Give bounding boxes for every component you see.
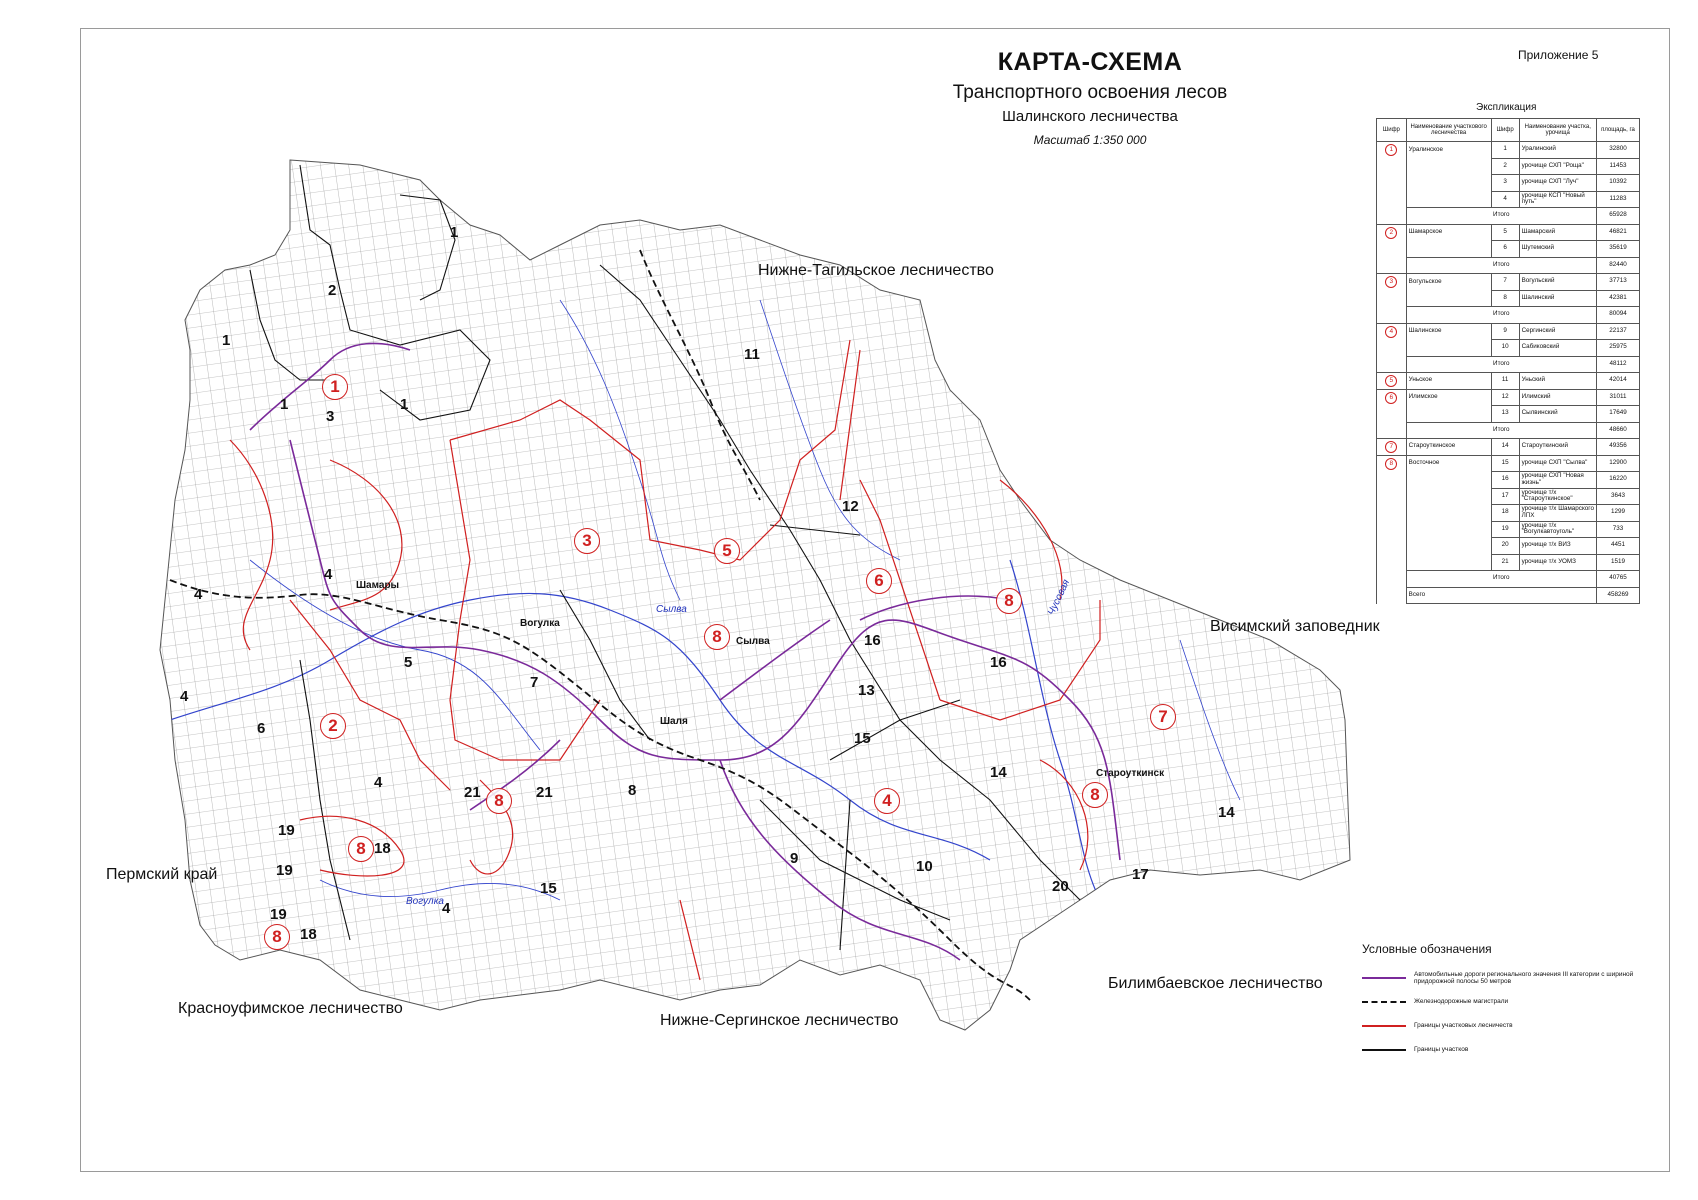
code-cell bbox=[1377, 142, 1407, 159]
town-staroutkinsk: Староуткинск bbox=[1096, 768, 1165, 779]
section-number: 16 bbox=[864, 632, 881, 649]
section-number: 1 bbox=[222, 332, 231, 349]
table-row bbox=[1377, 505, 1640, 522]
area-value: 10392 bbox=[1596, 175, 1639, 192]
section-code: 3 bbox=[1491, 175, 1519, 192]
district-name: Шалинское bbox=[1406, 323, 1491, 340]
section-name: урочище т/х УОМЗ bbox=[1519, 554, 1596, 571]
area-value: 22137 bbox=[1596, 323, 1639, 340]
map-subtitle-forestry: Шалинского лесничества bbox=[1002, 108, 1178, 125]
section-code: 19 bbox=[1491, 521, 1519, 538]
section-number: 4 bbox=[374, 774, 383, 791]
area-value: 1299 bbox=[1596, 505, 1639, 522]
legend-label: Железнодорожные магистрали bbox=[1414, 998, 1509, 1006]
section-code: 10 bbox=[1491, 340, 1519, 357]
section-number: 10 bbox=[916, 858, 933, 875]
header-subcode: Шифр bbox=[1491, 119, 1519, 142]
section-number: 17 bbox=[1132, 866, 1149, 883]
section-name: Сергинский bbox=[1519, 323, 1596, 340]
section-name: урочище СХП "Роща" bbox=[1519, 158, 1596, 175]
legend-item bbox=[1362, 1014, 1662, 1038]
legend-line-icon bbox=[1362, 1025, 1406, 1027]
district-code: 3 bbox=[1385, 276, 1397, 288]
table-row bbox=[1377, 323, 1640, 340]
section-name: урочище СХП "Новая жизнь" bbox=[1519, 472, 1596, 489]
code-cell bbox=[1377, 340, 1407, 357]
table-row bbox=[1377, 554, 1640, 571]
header-section: Наименование участка, урочища bbox=[1519, 119, 1596, 142]
legend-line-icon bbox=[1362, 1049, 1406, 1051]
town-vogulka: Вогулка bbox=[520, 618, 560, 629]
table-cell bbox=[1377, 422, 1407, 439]
section-number: 14 bbox=[990, 764, 1007, 781]
section-number: 4 bbox=[324, 566, 333, 583]
region-nizhne-tagilskoe: Нижне-Тагильское лесничество bbox=[758, 262, 994, 279]
section-number: 15 bbox=[540, 880, 557, 897]
section-name: Староуткинский bbox=[1519, 439, 1596, 456]
area-value: 458269 bbox=[1596, 587, 1639, 604]
area-value: 35619 bbox=[1596, 241, 1639, 258]
code-cell bbox=[1377, 373, 1407, 390]
town-shamary: Шамары bbox=[356, 580, 400, 591]
code-cell bbox=[1377, 191, 1407, 208]
forestry-outline bbox=[160, 160, 1350, 1030]
area-value: 48112 bbox=[1596, 356, 1639, 373]
code-cell bbox=[1377, 554, 1407, 571]
district-marker: 8 bbox=[486, 788, 512, 814]
code-cell bbox=[1377, 389, 1407, 406]
table-row bbox=[1377, 356, 1640, 373]
area-value: 11283 bbox=[1596, 191, 1639, 208]
explication-title: Экспликация bbox=[1476, 102, 1537, 113]
section-number: 3 bbox=[326, 408, 335, 425]
code-cell bbox=[1377, 290, 1407, 307]
map-title: КАРТА-СХЕМА bbox=[997, 48, 1183, 76]
area-value: 3643 bbox=[1596, 488, 1639, 505]
section-number: 15 bbox=[854, 730, 871, 747]
section-code: 1 bbox=[1491, 142, 1519, 159]
area-value: 37713 bbox=[1596, 274, 1639, 291]
total-label: Всего bbox=[1406, 587, 1596, 604]
table-row bbox=[1377, 488, 1640, 505]
legend-item bbox=[1362, 1038, 1662, 1062]
district-marker: 2 bbox=[320, 713, 346, 739]
table-header-row bbox=[1377, 119, 1640, 142]
district-name bbox=[1406, 554, 1491, 571]
area-value: 46821 bbox=[1596, 224, 1639, 241]
section-number: 12 bbox=[842, 498, 859, 515]
section-code: 7 bbox=[1491, 274, 1519, 291]
section-number: 1 bbox=[280, 396, 289, 413]
area-value: 11453 bbox=[1596, 158, 1639, 175]
header-area: площадь, га bbox=[1596, 119, 1639, 142]
table-row bbox=[1377, 521, 1640, 538]
header-district: Наименование участкового лесничества bbox=[1406, 119, 1491, 142]
district-marker: 5 bbox=[714, 538, 740, 564]
area-value: 82440 bbox=[1596, 257, 1639, 274]
legend-label: Автомобильные дороги регионального значения III категории с шириной придорожной полосы 50 метров bbox=[1414, 970, 1634, 985]
section-number: 9 bbox=[790, 850, 799, 867]
area-value: 733 bbox=[1596, 521, 1639, 538]
table-cell bbox=[1377, 571, 1407, 588]
section-number: 16 bbox=[990, 654, 1007, 671]
table-cell bbox=[1377, 356, 1407, 373]
section-name: Уньский bbox=[1519, 373, 1596, 390]
section-name: Уралинский bbox=[1519, 142, 1596, 159]
total-label: Итого bbox=[1406, 208, 1596, 225]
section-number: 1 bbox=[400, 396, 409, 413]
table-row bbox=[1377, 373, 1640, 390]
district-marker: 4 bbox=[874, 788, 900, 814]
section-number: 4 bbox=[442, 900, 451, 917]
area-value: 48660 bbox=[1596, 422, 1639, 439]
district-name: Вогульское bbox=[1406, 274, 1491, 291]
code-cell bbox=[1377, 241, 1407, 258]
section-code: 18 bbox=[1491, 505, 1519, 522]
section-number: 6 bbox=[257, 720, 266, 737]
table-row bbox=[1377, 142, 1640, 159]
area-value: 31011 bbox=[1596, 389, 1639, 406]
legend-item bbox=[1362, 990, 1662, 1014]
district-marker: 8 bbox=[996, 588, 1022, 614]
table-row bbox=[1377, 472, 1640, 489]
code-cell bbox=[1377, 406, 1407, 423]
region-visimsky: Висимский заповедник bbox=[1210, 618, 1380, 635]
legend bbox=[1362, 942, 1662, 1062]
section-code: 9 bbox=[1491, 323, 1519, 340]
code-cell bbox=[1377, 439, 1407, 456]
table-row bbox=[1377, 439, 1640, 456]
table-row bbox=[1377, 290, 1640, 307]
area-value: 65928 bbox=[1596, 208, 1639, 225]
table-row bbox=[1377, 587, 1640, 604]
district-name: Илимское bbox=[1406, 389, 1491, 406]
section-number: 1 bbox=[450, 224, 459, 241]
header-code: Шифр bbox=[1377, 119, 1407, 142]
section-number: 2 bbox=[328, 282, 337, 299]
district-code: 8 bbox=[1385, 458, 1397, 470]
district-name bbox=[1406, 191, 1491, 208]
river-vogulka: Вогулка bbox=[406, 896, 444, 907]
district-name bbox=[1406, 406, 1491, 423]
area-value: 40765 bbox=[1596, 571, 1639, 588]
table-row bbox=[1377, 224, 1640, 241]
area-value: 16220 bbox=[1596, 472, 1639, 489]
section-code: 5 bbox=[1491, 224, 1519, 241]
section-name: Шутемский bbox=[1519, 241, 1596, 258]
explication-table bbox=[1376, 118, 1640, 604]
section-code: 21 bbox=[1491, 554, 1519, 571]
district-marker: 8 bbox=[348, 836, 374, 862]
table-row bbox=[1377, 571, 1640, 588]
section-number: 19 bbox=[270, 906, 287, 923]
table-row bbox=[1377, 175, 1640, 192]
section-name: Сабиковский bbox=[1519, 340, 1596, 357]
table-row bbox=[1377, 158, 1640, 175]
district-name: Уралинское bbox=[1406, 142, 1491, 159]
appendix-label: Приложение 5 bbox=[1518, 48, 1599, 62]
table-cell bbox=[1377, 257, 1407, 274]
section-number: 18 bbox=[300, 926, 317, 943]
district-name bbox=[1406, 340, 1491, 357]
section-code: 4 bbox=[1491, 191, 1519, 208]
table-cell bbox=[1377, 307, 1407, 324]
section-number: 21 bbox=[536, 784, 553, 801]
code-cell bbox=[1377, 323, 1407, 340]
section-number: 13 bbox=[858, 682, 875, 699]
river-chusovaya: Чусовая bbox=[1046, 577, 1073, 618]
code-cell bbox=[1377, 175, 1407, 192]
area-value: 25975 bbox=[1596, 340, 1639, 357]
table-row bbox=[1377, 274, 1640, 291]
district-marker: 8 bbox=[1082, 782, 1108, 808]
table-row bbox=[1377, 340, 1640, 357]
district-code: 1 bbox=[1385, 144, 1397, 156]
code-cell bbox=[1377, 472, 1407, 489]
total-label: Итого bbox=[1406, 257, 1596, 274]
section-number: 21 bbox=[464, 784, 481, 801]
legend-title: Условные обозначения bbox=[1362, 942, 1492, 956]
section-number: 7 bbox=[530, 674, 539, 691]
legend-label: Границы участковых лесничеств bbox=[1414, 1022, 1513, 1030]
legend-item bbox=[1362, 966, 1662, 990]
total-label: Итого bbox=[1406, 307, 1596, 324]
table-row bbox=[1377, 191, 1640, 208]
code-cell bbox=[1377, 538, 1407, 555]
district-code: 4 bbox=[1385, 326, 1397, 338]
section-number: 4 bbox=[194, 586, 203, 603]
area-value: 42381 bbox=[1596, 290, 1639, 307]
district-name bbox=[1406, 521, 1491, 538]
section-number: 5 bbox=[404, 654, 413, 671]
area-value: 17649 bbox=[1596, 406, 1639, 423]
section-name: урочище т/х ВИЗ bbox=[1519, 538, 1596, 555]
code-cell bbox=[1377, 274, 1407, 291]
section-code: 16 bbox=[1491, 472, 1519, 489]
section-number: 8 bbox=[628, 782, 637, 799]
code-cell bbox=[1377, 224, 1407, 241]
section-code: 11 bbox=[1491, 373, 1519, 390]
district-name bbox=[1406, 505, 1491, 522]
code-cell bbox=[1377, 455, 1407, 472]
total-label: Итого bbox=[1406, 356, 1596, 373]
district-name bbox=[1406, 158, 1491, 175]
section-code: 17 bbox=[1491, 488, 1519, 505]
section-name: Вогульский bbox=[1519, 274, 1596, 291]
district-marker: 6 bbox=[866, 568, 892, 594]
district-name: Шамарское bbox=[1406, 224, 1491, 241]
table-row bbox=[1377, 307, 1640, 324]
section-name: урочище КСП "Новый путь" bbox=[1519, 191, 1596, 208]
area-value: 42014 bbox=[1596, 373, 1639, 390]
district-code: 5 bbox=[1385, 375, 1397, 387]
legend-line-icon bbox=[1362, 977, 1406, 979]
section-number: 18 bbox=[374, 840, 391, 857]
section-code: 12 bbox=[1491, 389, 1519, 406]
section-name: Шалинский bbox=[1519, 290, 1596, 307]
code-cell bbox=[1377, 521, 1407, 538]
section-number: 11 bbox=[744, 346, 760, 363]
region-permsky: Пермский край bbox=[106, 866, 218, 883]
section-number: 20 bbox=[1052, 878, 1069, 895]
district-name bbox=[1406, 538, 1491, 555]
map-subtitle: Транспортного освоения лесов bbox=[952, 82, 1228, 103]
district-code: 7 bbox=[1385, 441, 1397, 453]
section-number: 19 bbox=[278, 822, 295, 839]
section-name: урочище т/х Шамарского ЛПХ bbox=[1519, 505, 1596, 522]
section-name: урочище СХП "Луч" bbox=[1519, 175, 1596, 192]
table-row bbox=[1377, 241, 1640, 258]
town-shalya: Шаля bbox=[660, 716, 688, 727]
district-name bbox=[1406, 290, 1491, 307]
section-number: 4 bbox=[180, 688, 189, 705]
area-value: 80094 bbox=[1596, 307, 1639, 324]
table-cell bbox=[1377, 587, 1407, 604]
map-scale: Масштаб 1:350 000 bbox=[1033, 133, 1147, 147]
table-row bbox=[1377, 389, 1640, 406]
table-row bbox=[1377, 538, 1640, 555]
table-cell bbox=[1377, 208, 1407, 225]
section-code: 15 bbox=[1491, 455, 1519, 472]
section-name: Илимский bbox=[1519, 389, 1596, 406]
section-name: урочище т/х "Староуткинское" bbox=[1519, 488, 1596, 505]
section-name: урочище СХП "Сылва" bbox=[1519, 455, 1596, 472]
district-name bbox=[1406, 175, 1491, 192]
region-krasnoufimskoe: Красноуфимское лесничество bbox=[178, 1000, 403, 1017]
area-value: 4451 bbox=[1596, 538, 1639, 555]
section-code: 13 bbox=[1491, 406, 1519, 423]
river-sylva: Сылва bbox=[656, 604, 687, 615]
district-marker: 8 bbox=[704, 624, 730, 650]
district-code: 6 bbox=[1385, 392, 1397, 404]
district-name bbox=[1406, 241, 1491, 258]
area-value: 32800 bbox=[1596, 142, 1639, 159]
district-marker: 1 bbox=[322, 374, 348, 400]
section-code: 14 bbox=[1491, 439, 1519, 456]
district-name bbox=[1406, 488, 1491, 505]
district-marker: 7 bbox=[1150, 704, 1176, 730]
section-name: урочище т/х "Вогулкавтоуголь" bbox=[1519, 521, 1596, 538]
code-cell bbox=[1377, 505, 1407, 522]
region-bilimbaevskoe: Билимбаевское лесничество bbox=[1108, 975, 1323, 992]
district-name: Староуткинское bbox=[1406, 439, 1491, 456]
area-value: 12900 bbox=[1596, 455, 1639, 472]
section-name: Сылвинский bbox=[1519, 406, 1596, 423]
code-cell bbox=[1377, 488, 1407, 505]
total-label: Итого bbox=[1406, 422, 1596, 439]
table-row bbox=[1377, 422, 1640, 439]
legend-line-icon bbox=[1362, 1001, 1406, 1003]
total-label: Итого bbox=[1406, 571, 1596, 588]
district-name: Восточное bbox=[1406, 455, 1491, 472]
section-code: 6 bbox=[1491, 241, 1519, 258]
legend-label: Границы участков bbox=[1414, 1046, 1469, 1054]
section-number: 14 bbox=[1218, 804, 1235, 821]
district-code: 2 bbox=[1385, 227, 1397, 239]
district-marker: 8 bbox=[264, 924, 290, 950]
table-row bbox=[1377, 455, 1640, 472]
section-code: 20 bbox=[1491, 538, 1519, 555]
town-sylva: Сылва bbox=[736, 636, 770, 647]
district-name: Уньское bbox=[1406, 373, 1491, 390]
table-row bbox=[1377, 406, 1640, 423]
region-nizhne-serginskoe: Нижне-Сергинское лесничество bbox=[660, 1012, 899, 1029]
table-row bbox=[1377, 257, 1640, 274]
area-value: 49356 bbox=[1596, 439, 1639, 456]
section-name: Шамарский bbox=[1519, 224, 1596, 241]
district-name bbox=[1406, 472, 1491, 489]
area-value: 1519 bbox=[1596, 554, 1639, 571]
table-row bbox=[1377, 208, 1640, 225]
code-cell bbox=[1377, 158, 1407, 175]
section-number: 19 bbox=[276, 862, 293, 879]
district-marker: 3 bbox=[574, 528, 600, 554]
section-code: 2 bbox=[1491, 158, 1519, 175]
section-code: 8 bbox=[1491, 290, 1519, 307]
